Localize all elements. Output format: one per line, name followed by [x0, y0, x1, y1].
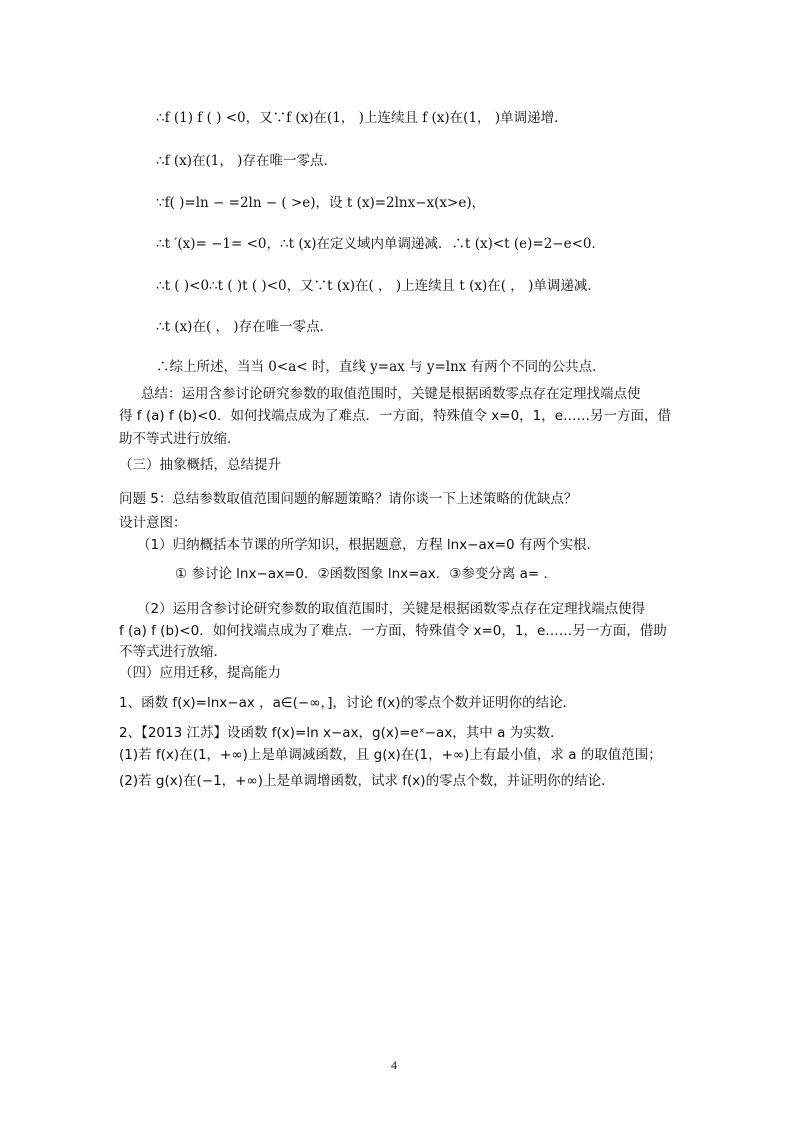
text-line-7: ∴综上所述，当当 0<a< 时，直线 y=ax 与 y=lnx 有两个不同的公共点． — [156, 359, 606, 375]
exercise-2: 2、【2013 江苏】设函数 f(x)=ln x−ax，g(x)=eˣ−ax，其中 a 为实数． — [119, 725, 564, 741]
section-heading-3: （三）抽象概括，总结提升 — [119, 457, 281, 473]
section-heading-4: （四）应用迁移，提高能力 — [119, 665, 281, 681]
exercise-1: 1、函数 f(x)=lnx−ax ，a∈(−∞，]，讨论 f(x)的零点个数并证明你的结论． — [119, 695, 577, 711]
summary-line-1: 总结：运用含参讨论研究参数的取值范围时，关键是根据函数零点存在定理找端点使 — [141, 386, 641, 402]
text-line-2: ∴f (x)在(1， )存在唯一零点． — [156, 153, 337, 169]
text-line-5: ∴t ( )<0∴t ( )t ( )<0，又∵t (x)在( ， )上连续且 t (x)在( ， )单调递减． — [156, 278, 601, 294]
design-point-1: （1）归纳概括本节课的所学知识，根据题意，方程 lnx−ax=0 有两个实根． — [137, 537, 600, 553]
question-5: 问题 5：总结参数取值范围问题的解题策略？请你谈一下上述策略的优缺点？ — [119, 491, 578, 507]
design-point-2-line-3: 不等式进行放缩． — [119, 644, 227, 660]
text-line-4: ∴t ′(x)= −1= <0，∴t (x)在定义域内单调递减．∴t (x)<t (e)=2−e<0． — [156, 236, 605, 252]
text-line-1: ∴f (1) f ( ) <0，又∵f (x)在(1， )上连续且 f (x)在(1， )单调递增． — [156, 110, 568, 126]
summary-line-3: 助不等式进行放缩． — [119, 431, 241, 447]
exercise-2-part-2: (2)若 g(x)在(−1，+∞)上是单调增函数，试求 f(x)的零点个数，并证明你的结论． — [119, 773, 615, 789]
method-list: ① 参讨论 lnx−ax=0．②函数图象 lnx=ax．③参变分离 a= ． — [175, 566, 557, 582]
design-point-2-line-1: （2）运用含参讨论研究参数的取值范围时，关键是根据函数零点存在定理找端点使得 — [137, 601, 646, 617]
exercise-2-part-1: (1)若 f(x)在(1，+∞)上是单调减函数，且 g(x)在(1，+∞)上有最小值，求 a 的取值范围； — [119, 747, 662, 763]
text-line-6: ∴t (x)在( ， )存在唯一零点． — [156, 319, 334, 335]
design-point-2-line-2: f (a) f (b)<0．如何找端点成为了难点．一方面，特殊值令 x=0，1，e……另一方面，借助 — [119, 623, 667, 639]
page-number: 4 — [391, 1058, 397, 1072]
text-line-3: ∵f( )=ln − =2ln − ( >e)，设 t (x)=2lnx−x(x>e)， — [156, 195, 486, 211]
summary-line-2: 得 f (a) f (b)<0．如何找端点成为了难点．一方面，特殊值令 x=0，1，e……另一方面，借 — [119, 408, 672, 424]
design-intent-label: 设计意图： — [119, 515, 187, 531]
